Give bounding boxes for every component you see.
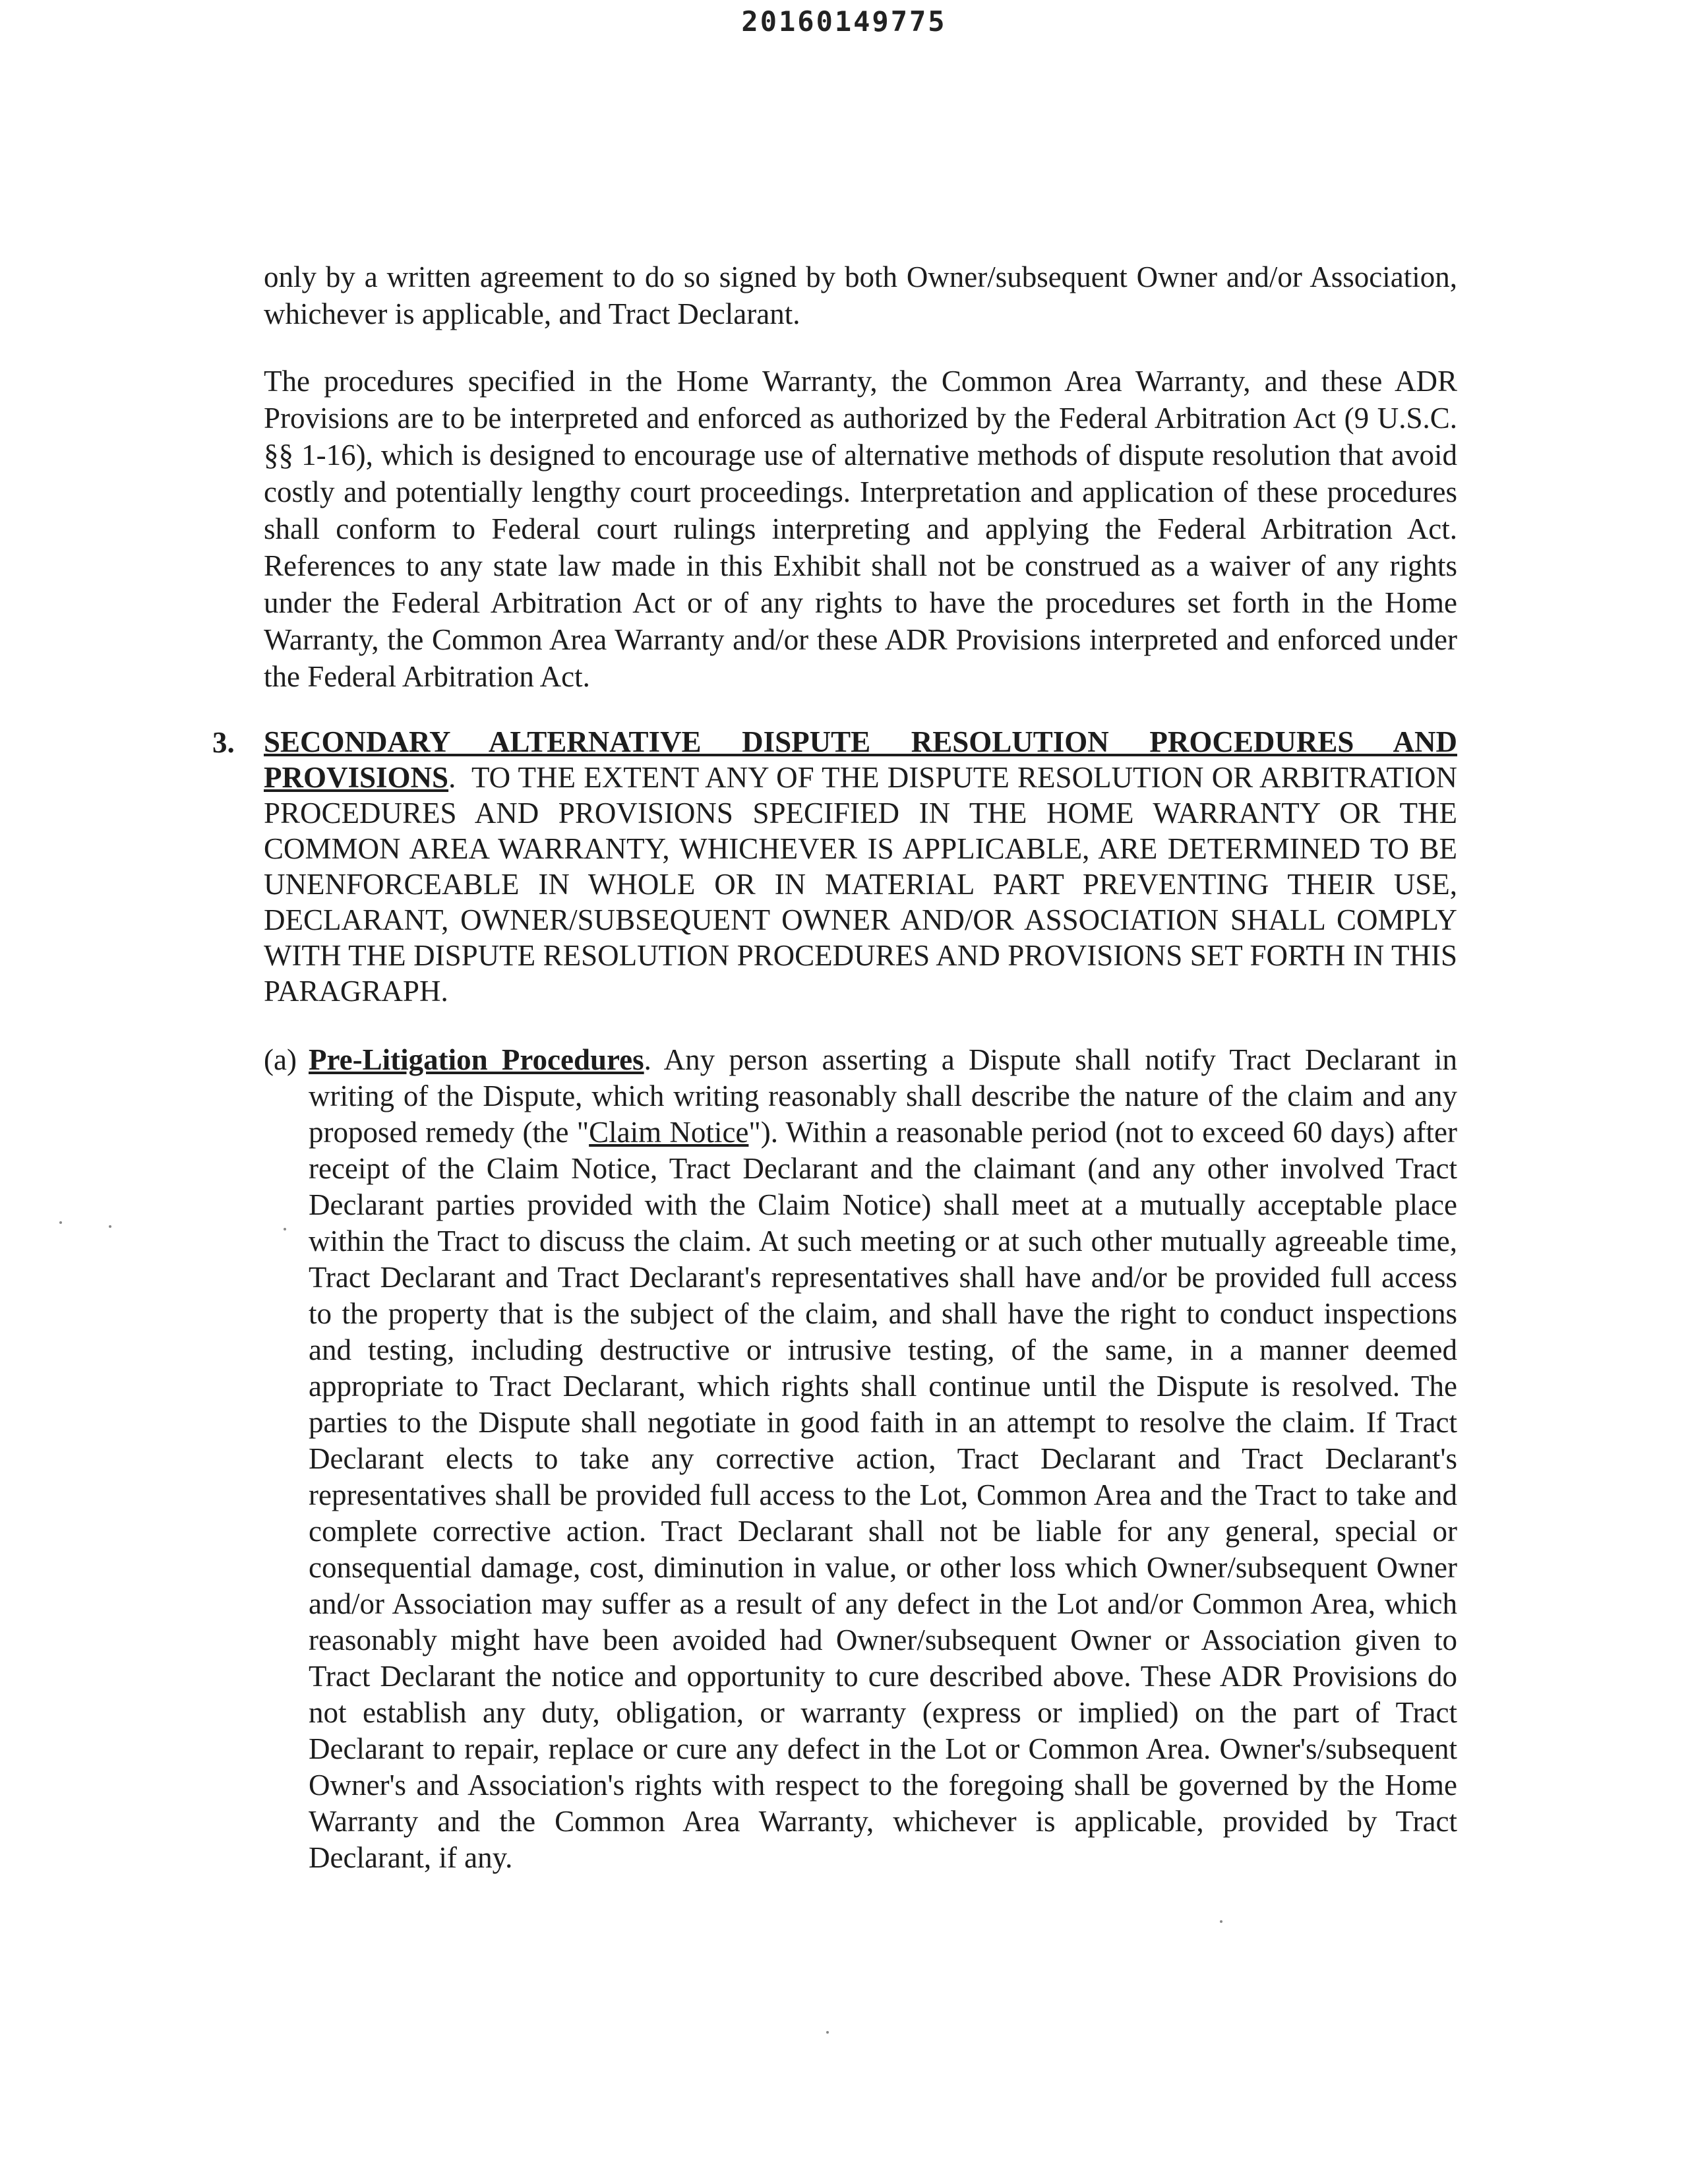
subsection-a-label: (a) [264,1043,297,1076]
section-3-text: TO THE EXTENT ANY OF THE DISPUTE RESOLUTION OR ARBITRATION PROCEDURES AND PROVISIONS SPECIFIED IN THE HOME WARRANTY OR THE COMMON AREA WARRANTY, WHICHEVER IS APPLICABLE, ARE DETERMINED TO BE UNENFORCEABLE IN WHOLE OR IN MATERIAL PART PREVENTING THEIR USE, DECLARANT, OWNER/SUBSEQUENT OWNER AND/OR ASSOCIATION SHALL COMPLY WITH THE DISPUTE RESOLUTION PROCEDURES AND PROVISIONS SET FORTH IN THIS PARAGRAPH. [264,761,1457,1008]
section-3-heading: SECONDARY ALTERNATIVE DISPUTE RESOLUTION PROCEDURES AND PROVISIONS [264,725,1457,794]
document-number: 20160149775 [741,5,947,38]
section-3-paragraph [264,724,1457,1009]
scan-speck [109,1225,111,1228]
subsection-a-text-2: "). Within a reasonable period (not to exceed 60 days) after receipt of the Claim Notice, Tract Declarant and the claimant (and any other involved Tract Declarant parties provided with the Claim Notice) shall meet at a mutually acceptable place within the Tract to discuss the claim. At such meeting or at such other mutually agreeable time, Tract Declarant and Tract Declarant's representatives shall have and/or be provided full access to the property that is the subject of the claim, and shall have the right to conduct inspections and testing, including destructive or intrusive testing, of the same, in a manner deemed appropriate to Tract Declarant, which rights shall continue until the Dispute is resolved. The parties to the Dispute shall negotiate in good faith in an attempt to resolve the claim. If Tract Declarant elects to take any corrective action, Tract Declarant and Tract Declarant's representatives shall be provided full access to the Lot, Common Area and the Tract to take and complete corrective action. Tract Declarant shall not be liable for any general, special or consequential damage, cost, diminution in value, or other loss which Owner/subsequent Owner and/or Association may suffer as a result of any defect in the Lot and/or Common Area, which reasonably might have been avoided had Owner/subsequent Owner or Association given to Tract Declarant the notice and opportunity to cure described above. These ADR Provisions do not establish any duty, obligation, or warranty (express or implied) on the part of Tract Declarant to repair, replace or cure any defect in the Lot or Common Area. Owner's/subsequent Owner's and Association's rights with respect to the foregoing shall be governed by the Home Warranty and the Common Area Warranty, whichever is applicable, provided by Tract Declarant, if any. [309,1116,1457,1874]
paragraph-continuation: only by a written agreement to do so signed by both Owner/subsequent Owner and/or Association, whichever is applicable, and Tract Declarant. [264,260,1457,330]
scan-speck [59,1221,62,1224]
paragraph-federal-arbitration-act: The procedures specified in the Home Warranty, the Common Area Warranty, and these ADR Provisions are to be interpreted and enforced as authorized by the Federal Arbitration Act (9 U.S.C. §§ 1-16), which is designed to encourage use of alternative methods of dispute resolution that avoid costly and potentially lengthy court proceedings. Interpretation and application of these procedures shall conform to Federal court rulings interpreting and applying the Federal Arbitration Act. References to any state law made in this Exhibit shall not be construed as a waiver of any rights under the Federal Arbitration Act or of any rights to have the procedures set forth in the Home Warranty, the Common Area Warranty and/or these ADR Provisions interpreted and enforced under the Federal Arbitration Act. [264,365,1457,693]
scan-speck [1220,1920,1222,1923]
section-3-heading-end: . [448,761,456,794]
claim-notice-term: Claim Notice [589,1116,749,1149]
subsection-a-paragraph [309,1042,1457,1876]
subsection-a-heading-end: . [644,1043,651,1076]
scan-speck [826,2031,829,2034]
subsection-a-text-1: Any person asserting a Dispute shall notify Tract Declarant in writing of the Dispute, which writing reasonably shall describe the nature of the claim and any proposed remedy (the " [309,1043,1457,1149]
subsection-a-heading: Pre-Litigation Procedures [309,1043,644,1076]
scan-speck [284,1228,286,1230]
section-3-number: 3. [212,726,235,759]
